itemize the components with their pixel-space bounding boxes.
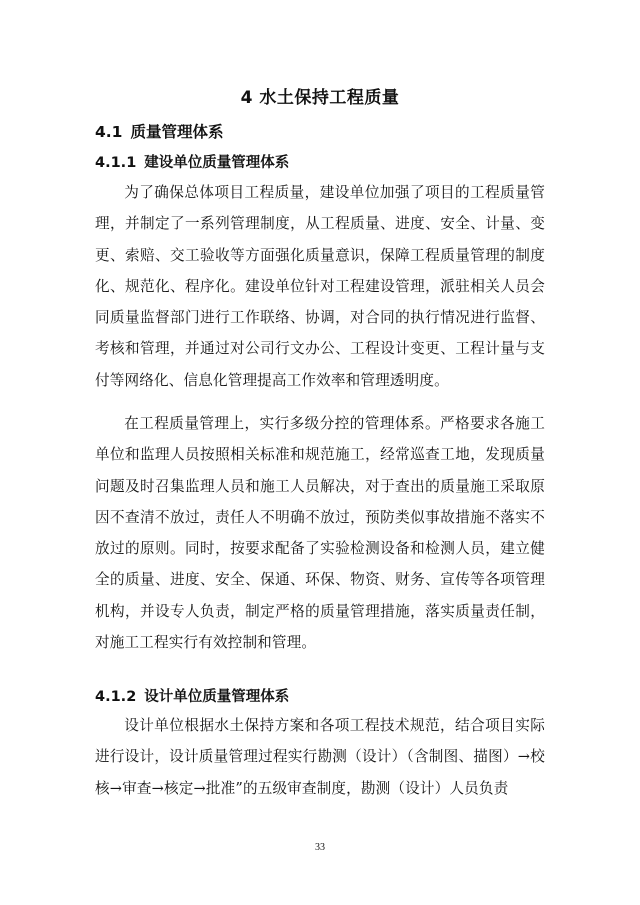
section-heading-4-1-1 bbox=[95, 152, 289, 174]
body-paragraph: 设计单位根据水土保持方案和各项工程技术规范，结合项目实际进行设计，设计质量管理过程实行勘测（设计）（含制图、描图）→校核→审查→核定→批准”的五级审查制度，勘测（设计）人员负责 bbox=[95, 717, 545, 797]
section-number: 4.1.2 bbox=[95, 689, 137, 705]
section-title: 设计单位质量管理体系 bbox=[144, 689, 290, 705]
section-number: 4.1 bbox=[95, 123, 123, 141]
section-heading-4-1-2 bbox=[95, 686, 289, 708]
section-heading-4-1 bbox=[95, 121, 223, 143]
section-number: 4.1.1 bbox=[95, 155, 137, 171]
chapter-title: 4 水土保持工程质量 bbox=[240, 88, 400, 108]
page-number: 33 bbox=[315, 842, 325, 853]
section-title: 建设单位质量管理体系 bbox=[144, 155, 290, 171]
body-paragraph: 为了确保总体项目工程质量，建设单位加强了项目的工程质量管理，并制定了一系列管理制度，从工程质量、进度、安全、计量、变更、索赔、交工验收等方面强化质量意识，保障工程质量管理的制度化、规范化、程序化。建设单位针对工程建设管理，派驻相关人员会同质量监督部门进行工作联络、协调，对合同的执行情况进行监督、考核和管理，并通过对公司行文办公、工程设计变更、工程计量与支付等网络化、信息化管理提高工作效率和管理透明度。 bbox=[95, 184, 545, 389]
section-title: 质量管理体系 bbox=[130, 123, 224, 141]
body-paragraph: 在工程质量管理上，实行多级分控的管理体系。严格要求各施工单位和监理人员按照相关标准和规范施工，经常巡查工地，发现质量问题及时召集监理人员和施工人员解决，对于查出的质量施工采取原因不查清不放过，责任人不明确不放过，预防类似事故措施不落实不放过的原则。同时，按要求配备了实验检测设备和检测人员，建立健全的质量、进度、安全、保通、环保、物资、财务、宣传等各项管理机构，并设专人负责，制定严格的质量管理措施，落实质量责任制，对施工工程实行有效控制和管理。 bbox=[95, 415, 545, 652]
